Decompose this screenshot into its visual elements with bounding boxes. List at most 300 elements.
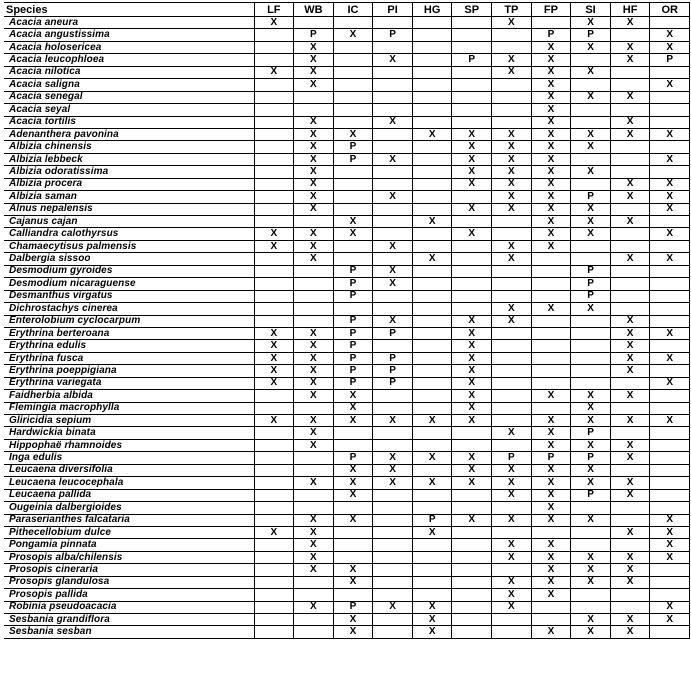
- species-use-table: [4, 2, 690, 639]
- use-cell-si: X: [571, 614, 611, 626]
- table-row: [4, 203, 690, 215]
- column-header-lf: LF: [254, 3, 294, 17]
- use-cell-hg: [412, 104, 452, 116]
- species-name-cell: Inga edulis: [4, 452, 254, 464]
- use-cell-hf: [610, 377, 650, 389]
- use-cell-or: X: [650, 514, 690, 526]
- use-cell-hf: [610, 203, 650, 215]
- use-cell-hg: [412, 464, 452, 476]
- table-row: [4, 526, 690, 538]
- use-cell-ic: [333, 439, 373, 451]
- use-cell-ic: X: [333, 477, 373, 489]
- column-header-tp: TP: [492, 3, 532, 17]
- use-cell-si: P: [571, 278, 611, 290]
- use-cell-or: X: [650, 178, 690, 190]
- use-cell-wb: X: [294, 141, 334, 153]
- table-row: [4, 589, 690, 601]
- use-cell-wb: X: [294, 539, 334, 551]
- use-cell-pi: X: [373, 452, 413, 464]
- use-cell-hg: [412, 564, 452, 576]
- column-header-si: SI: [571, 3, 611, 17]
- species-name-cell: Prosopis glandulosa: [4, 576, 254, 588]
- use-cell-hg: [412, 340, 452, 352]
- use-cell-si: [571, 153, 611, 165]
- use-cell-lf: [254, 253, 294, 265]
- use-cell-tp: X: [492, 576, 532, 588]
- use-cell-fp: X: [531, 216, 571, 228]
- use-cell-or: [650, 502, 690, 514]
- use-cell-fp: [531, 614, 571, 626]
- use-cell-hf: X: [610, 352, 650, 364]
- use-cell-hf: X: [610, 327, 650, 339]
- use-cell-lf: X: [254, 377, 294, 389]
- table-row: [4, 128, 690, 140]
- use-cell-pi: [373, 427, 413, 439]
- use-cell-ic: [333, 66, 373, 78]
- use-cell-si: X: [571, 576, 611, 588]
- use-cell-hg: [412, 402, 452, 414]
- species-name-cell: Faidherbia albida: [4, 390, 254, 402]
- use-cell-fp: P: [531, 452, 571, 464]
- use-cell-or: [650, 303, 690, 315]
- table-row: [4, 551, 690, 563]
- use-cell-sp: X: [452, 390, 492, 402]
- use-cell-hf: [610, 141, 650, 153]
- table-row: [4, 564, 690, 576]
- use-cell-tp: [492, 290, 532, 302]
- use-cell-pi: [373, 514, 413, 526]
- use-cell-ic: [333, 253, 373, 265]
- use-cell-tp: X: [492, 191, 532, 203]
- use-cell-fp: X: [531, 303, 571, 315]
- use-cell-ic: X: [333, 564, 373, 576]
- use-cell-hg: [412, 427, 452, 439]
- use-cell-hf: X: [610, 390, 650, 402]
- use-cell-or: [650, 464, 690, 476]
- use-cell-si: [571, 178, 611, 190]
- use-cell-hf: X: [610, 477, 650, 489]
- table-row: [4, 477, 690, 489]
- use-cell-wb: X: [294, 166, 334, 178]
- use-cell-fp: [531, 340, 571, 352]
- use-cell-hf: X: [610, 216, 650, 228]
- use-cell-pi: [373, 128, 413, 140]
- use-cell-sp: X: [452, 464, 492, 476]
- use-cell-pi: [373, 564, 413, 576]
- use-cell-wb: [294, 17, 334, 29]
- species-name-cell: Acacia nilotica: [4, 66, 254, 78]
- use-cell-ic: P: [333, 452, 373, 464]
- table-row: [4, 178, 690, 190]
- use-cell-fp: X: [531, 539, 571, 551]
- use-cell-or: [650, 240, 690, 252]
- use-cell-fp: [531, 17, 571, 29]
- use-cell-fp: [531, 278, 571, 290]
- use-cell-or: X: [650, 203, 690, 215]
- use-cell-sp: X: [452, 228, 492, 240]
- species-name-cell: Albizia odoratissima: [4, 166, 254, 178]
- use-cell-pi: [373, 539, 413, 551]
- use-cell-or: [650, 340, 690, 352]
- use-cell-hg: [412, 365, 452, 377]
- use-cell-tp: [492, 41, 532, 53]
- use-cell-si: [571, 377, 611, 389]
- use-cell-wb: P: [294, 29, 334, 41]
- use-cell-lf: [254, 116, 294, 128]
- use-cell-hf: [610, 79, 650, 91]
- use-cell-si: [571, 340, 611, 352]
- use-cell-tp: X: [492, 54, 532, 66]
- use-cell-tp: [492, 626, 532, 638]
- use-cell-sp: [452, 626, 492, 638]
- use-cell-or: [650, 66, 690, 78]
- use-cell-or: [650, 278, 690, 290]
- use-cell-wb: [294, 402, 334, 414]
- use-cell-sp: X: [452, 352, 492, 364]
- table-row: [4, 489, 690, 501]
- use-cell-hf: [610, 464, 650, 476]
- use-cell-pi: [373, 551, 413, 563]
- table-row: [4, 141, 690, 153]
- species-name-cell: Desmodium nicaraguense: [4, 278, 254, 290]
- use-cell-sp: X: [452, 128, 492, 140]
- table-row: [4, 539, 690, 551]
- use-cell-wb: X: [294, 253, 334, 265]
- column-header-species: Species: [4, 3, 254, 17]
- use-cell-si: [571, 315, 611, 327]
- use-cell-tp: [492, 228, 532, 240]
- use-cell-fp: [531, 365, 571, 377]
- use-cell-or: X: [650, 601, 690, 613]
- use-cell-tp: X: [492, 153, 532, 165]
- use-cell-ic: [333, 203, 373, 215]
- use-cell-fp: [531, 315, 571, 327]
- use-cell-wb: X: [294, 564, 334, 576]
- use-cell-si: X: [571, 128, 611, 140]
- use-cell-or: [650, 427, 690, 439]
- use-cell-wb: X: [294, 340, 334, 352]
- use-cell-lf: [254, 452, 294, 464]
- species-name-cell: Acacia leucophloea: [4, 54, 254, 66]
- use-cell-tp: [492, 402, 532, 414]
- species-name-cell: Prosopis cineraria: [4, 564, 254, 576]
- use-cell-or: [650, 290, 690, 302]
- table-row: [4, 340, 690, 352]
- use-cell-pi: [373, 576, 413, 588]
- use-cell-fp: P: [531, 29, 571, 41]
- use-cell-lf: [254, 265, 294, 277]
- use-cell-hf: X: [610, 439, 650, 451]
- use-cell-sp: [452, 439, 492, 451]
- use-cell-hg: [412, 278, 452, 290]
- use-cell-tp: P: [492, 452, 532, 464]
- use-cell-fp: [531, 290, 571, 302]
- use-cell-or: [650, 216, 690, 228]
- use-cell-lf: [254, 191, 294, 203]
- use-cell-wb: X: [294, 228, 334, 240]
- use-cell-wb: [294, 303, 334, 315]
- use-cell-ic: [333, 104, 373, 116]
- use-cell-sp: [452, 551, 492, 563]
- use-cell-lf: [254, 489, 294, 501]
- use-cell-wb: X: [294, 191, 334, 203]
- use-cell-pi: [373, 303, 413, 315]
- use-cell-si: X: [571, 303, 611, 315]
- use-cell-tp: [492, 390, 532, 402]
- use-cell-lf: [254, 41, 294, 53]
- use-cell-sp: X: [452, 477, 492, 489]
- use-cell-fp: [531, 253, 571, 265]
- use-cell-ic: [333, 116, 373, 128]
- use-cell-pi: [373, 66, 413, 78]
- use-cell-lf: [254, 626, 294, 638]
- table-row: [4, 265, 690, 277]
- use-cell-wb: [294, 265, 334, 277]
- use-cell-sp: X: [452, 203, 492, 215]
- use-cell-hg: [412, 377, 452, 389]
- use-cell-ic: [333, 303, 373, 315]
- use-cell-ic: P: [333, 365, 373, 377]
- table-row: [4, 191, 690, 203]
- table-row: [4, 41, 690, 53]
- use-cell-sp: [452, 79, 492, 91]
- use-cell-sp: [452, 104, 492, 116]
- use-cell-hg: [412, 551, 452, 563]
- use-cell-or: [650, 626, 690, 638]
- use-cell-ic: X: [333, 464, 373, 476]
- use-cell-sp: [452, 17, 492, 29]
- species-name-cell: Gliricidia sepium: [4, 415, 254, 427]
- use-cell-si: X: [571, 564, 611, 576]
- table-row: [4, 216, 690, 228]
- table-row: [4, 614, 690, 626]
- use-cell-wb: X: [294, 514, 334, 526]
- table-row: [4, 464, 690, 476]
- use-cell-hf: [610, 303, 650, 315]
- use-cell-pi: [373, 526, 413, 538]
- species-name-cell: Desmanthus virgatus: [4, 290, 254, 302]
- use-cell-ic: [333, 17, 373, 29]
- use-cell-ic: P: [333, 327, 373, 339]
- use-cell-hf: X: [610, 191, 650, 203]
- use-cell-ic: [333, 41, 373, 53]
- use-cell-wb: X: [294, 327, 334, 339]
- use-cell-pi: [373, 17, 413, 29]
- use-cell-hg: [412, 539, 452, 551]
- use-cell-or: [650, 564, 690, 576]
- table-row: [4, 290, 690, 302]
- use-cell-si: X: [571, 551, 611, 563]
- use-cell-pi: [373, 141, 413, 153]
- use-cell-si: X: [571, 477, 611, 489]
- use-cell-hg: [412, 66, 452, 78]
- use-cell-lf: X: [254, 415, 294, 427]
- use-cell-lf: [254, 502, 294, 514]
- use-cell-tp: X: [492, 477, 532, 489]
- use-cell-sp: X: [452, 315, 492, 327]
- use-cell-tp: [492, 29, 532, 41]
- species-name-cell: Dalbergia sissoo: [4, 253, 254, 265]
- species-name-cell: Acacia holosericea: [4, 41, 254, 53]
- species-name-cell: Prosopis alba/chilensis: [4, 551, 254, 563]
- use-cell-fp: [531, 601, 571, 613]
- use-cell-hg: [412, 327, 452, 339]
- use-cell-hg: [412, 290, 452, 302]
- column-header-ic: IC: [333, 3, 373, 17]
- use-cell-lf: [254, 29, 294, 41]
- use-cell-si: [571, 601, 611, 613]
- use-cell-or: X: [650, 614, 690, 626]
- use-cell-tp: X: [492, 17, 532, 29]
- use-cell-si: [571, 79, 611, 91]
- use-cell-wb: [294, 278, 334, 290]
- use-cell-hg: [412, 153, 452, 165]
- use-cell-hf: [610, 514, 650, 526]
- use-cell-sp: [452, 116, 492, 128]
- use-cell-or: P: [650, 54, 690, 66]
- use-cell-hg: [412, 17, 452, 29]
- use-cell-sp: [452, 427, 492, 439]
- use-cell-wb: X: [294, 390, 334, 402]
- species-name-cell: Acacia angustissima: [4, 29, 254, 41]
- use-cell-ic: [333, 551, 373, 563]
- use-cell-tp: [492, 278, 532, 290]
- use-cell-wb: [294, 315, 334, 327]
- use-cell-pi: X: [373, 240, 413, 252]
- use-cell-fp: [531, 402, 571, 414]
- use-cell-lf: [254, 216, 294, 228]
- use-cell-or: [650, 589, 690, 601]
- use-cell-tp: X: [492, 539, 532, 551]
- species-name-cell: Albizia saman: [4, 191, 254, 203]
- use-cell-fp: X: [531, 427, 571, 439]
- species-name-cell: Hippophaë rhamnoides: [4, 439, 254, 451]
- use-cell-hf: [610, 589, 650, 601]
- species-name-cell: Albizia procera: [4, 178, 254, 190]
- use-cell-si: P: [571, 265, 611, 277]
- use-cell-wb: [294, 489, 334, 501]
- use-cell-ic: X: [333, 626, 373, 638]
- use-cell-hg: [412, 191, 452, 203]
- use-cell-or: X: [650, 539, 690, 551]
- table-row: [4, 166, 690, 178]
- species-name-cell: Desmodium gyroides: [4, 265, 254, 277]
- use-cell-pi: [373, 216, 413, 228]
- use-cell-fp: X: [531, 116, 571, 128]
- table-row: [4, 427, 690, 439]
- use-cell-lf: [254, 153, 294, 165]
- use-cell-hf: X: [610, 128, 650, 140]
- species-name-cell: Paraserianthes falcataria: [4, 514, 254, 526]
- use-cell-fp: X: [531, 576, 571, 588]
- use-cell-pi: X: [373, 415, 413, 427]
- use-cell-or: [650, 91, 690, 103]
- use-cell-hg: [412, 439, 452, 451]
- use-cell-pi: [373, 489, 413, 501]
- use-cell-wb: X: [294, 377, 334, 389]
- use-cell-sp: [452, 601, 492, 613]
- use-cell-si: X: [571, 17, 611, 29]
- use-cell-lf: X: [254, 327, 294, 339]
- use-cell-si: X: [571, 514, 611, 526]
- use-cell-hf: X: [610, 564, 650, 576]
- use-cell-lf: X: [254, 340, 294, 352]
- use-cell-lf: [254, 601, 294, 613]
- use-cell-fp: X: [531, 178, 571, 190]
- use-cell-ic: P: [333, 315, 373, 327]
- use-cell-tp: X: [492, 166, 532, 178]
- use-cell-si: [571, 589, 611, 601]
- table-row: [4, 153, 690, 165]
- use-cell-si: [571, 54, 611, 66]
- use-cell-pi: [373, 626, 413, 638]
- use-cell-hg: X: [412, 626, 452, 638]
- use-cell-hf: [610, 153, 650, 165]
- use-cell-or: X: [650, 29, 690, 41]
- use-cell-tp: X: [492, 601, 532, 613]
- use-cell-si: X: [571, 415, 611, 427]
- use-cell-wb: X: [294, 128, 334, 140]
- use-cell-pi: [373, 402, 413, 414]
- use-cell-hg: [412, 303, 452, 315]
- use-cell-sp: [452, 29, 492, 41]
- use-cell-si: X: [571, 439, 611, 451]
- use-cell-ic: [333, 166, 373, 178]
- use-cell-hf: [610, 228, 650, 240]
- table-row: [4, 439, 690, 451]
- use-cell-pi: [373, 502, 413, 514]
- use-cell-si: [571, 539, 611, 551]
- use-cell-or: X: [650, 153, 690, 165]
- use-cell-ic: [333, 589, 373, 601]
- use-cell-sp: X: [452, 178, 492, 190]
- use-cell-sp: [452, 589, 492, 601]
- use-cell-hg: [412, 203, 452, 215]
- use-cell-fp: X: [531, 91, 571, 103]
- use-cell-hf: [610, 427, 650, 439]
- use-cell-sp: [452, 253, 492, 265]
- use-cell-hg: X: [412, 477, 452, 489]
- use-cell-or: [650, 365, 690, 377]
- species-table-container: [4, 2, 690, 639]
- use-cell-si: [571, 352, 611, 364]
- use-cell-hf: [610, 265, 650, 277]
- use-cell-hf: X: [610, 452, 650, 464]
- use-cell-ic: P: [333, 141, 373, 153]
- use-cell-pi: X: [373, 116, 413, 128]
- use-cell-wb: X: [294, 415, 334, 427]
- use-cell-si: [571, 526, 611, 538]
- species-name-cell: Erythrina variegata: [4, 377, 254, 389]
- use-cell-pi: X: [373, 54, 413, 66]
- use-cell-lf: [254, 589, 294, 601]
- use-cell-lf: [254, 576, 294, 588]
- species-name-cell: Acacia senegal: [4, 91, 254, 103]
- use-cell-tp: X: [492, 253, 532, 265]
- use-cell-ic: [333, 178, 373, 190]
- use-cell-tp: [492, 216, 532, 228]
- use-cell-sp: X: [452, 377, 492, 389]
- table-row: [4, 91, 690, 103]
- species-name-cell: Ougeinia dalbergioides: [4, 502, 254, 514]
- use-cell-tp: [492, 352, 532, 364]
- use-cell-ic: P: [333, 278, 373, 290]
- species-name-cell: Sesbania grandiflora: [4, 614, 254, 626]
- use-cell-tp: [492, 327, 532, 339]
- table-row: [4, 79, 690, 91]
- use-cell-fp: X: [531, 54, 571, 66]
- use-cell-wb: X: [294, 66, 334, 78]
